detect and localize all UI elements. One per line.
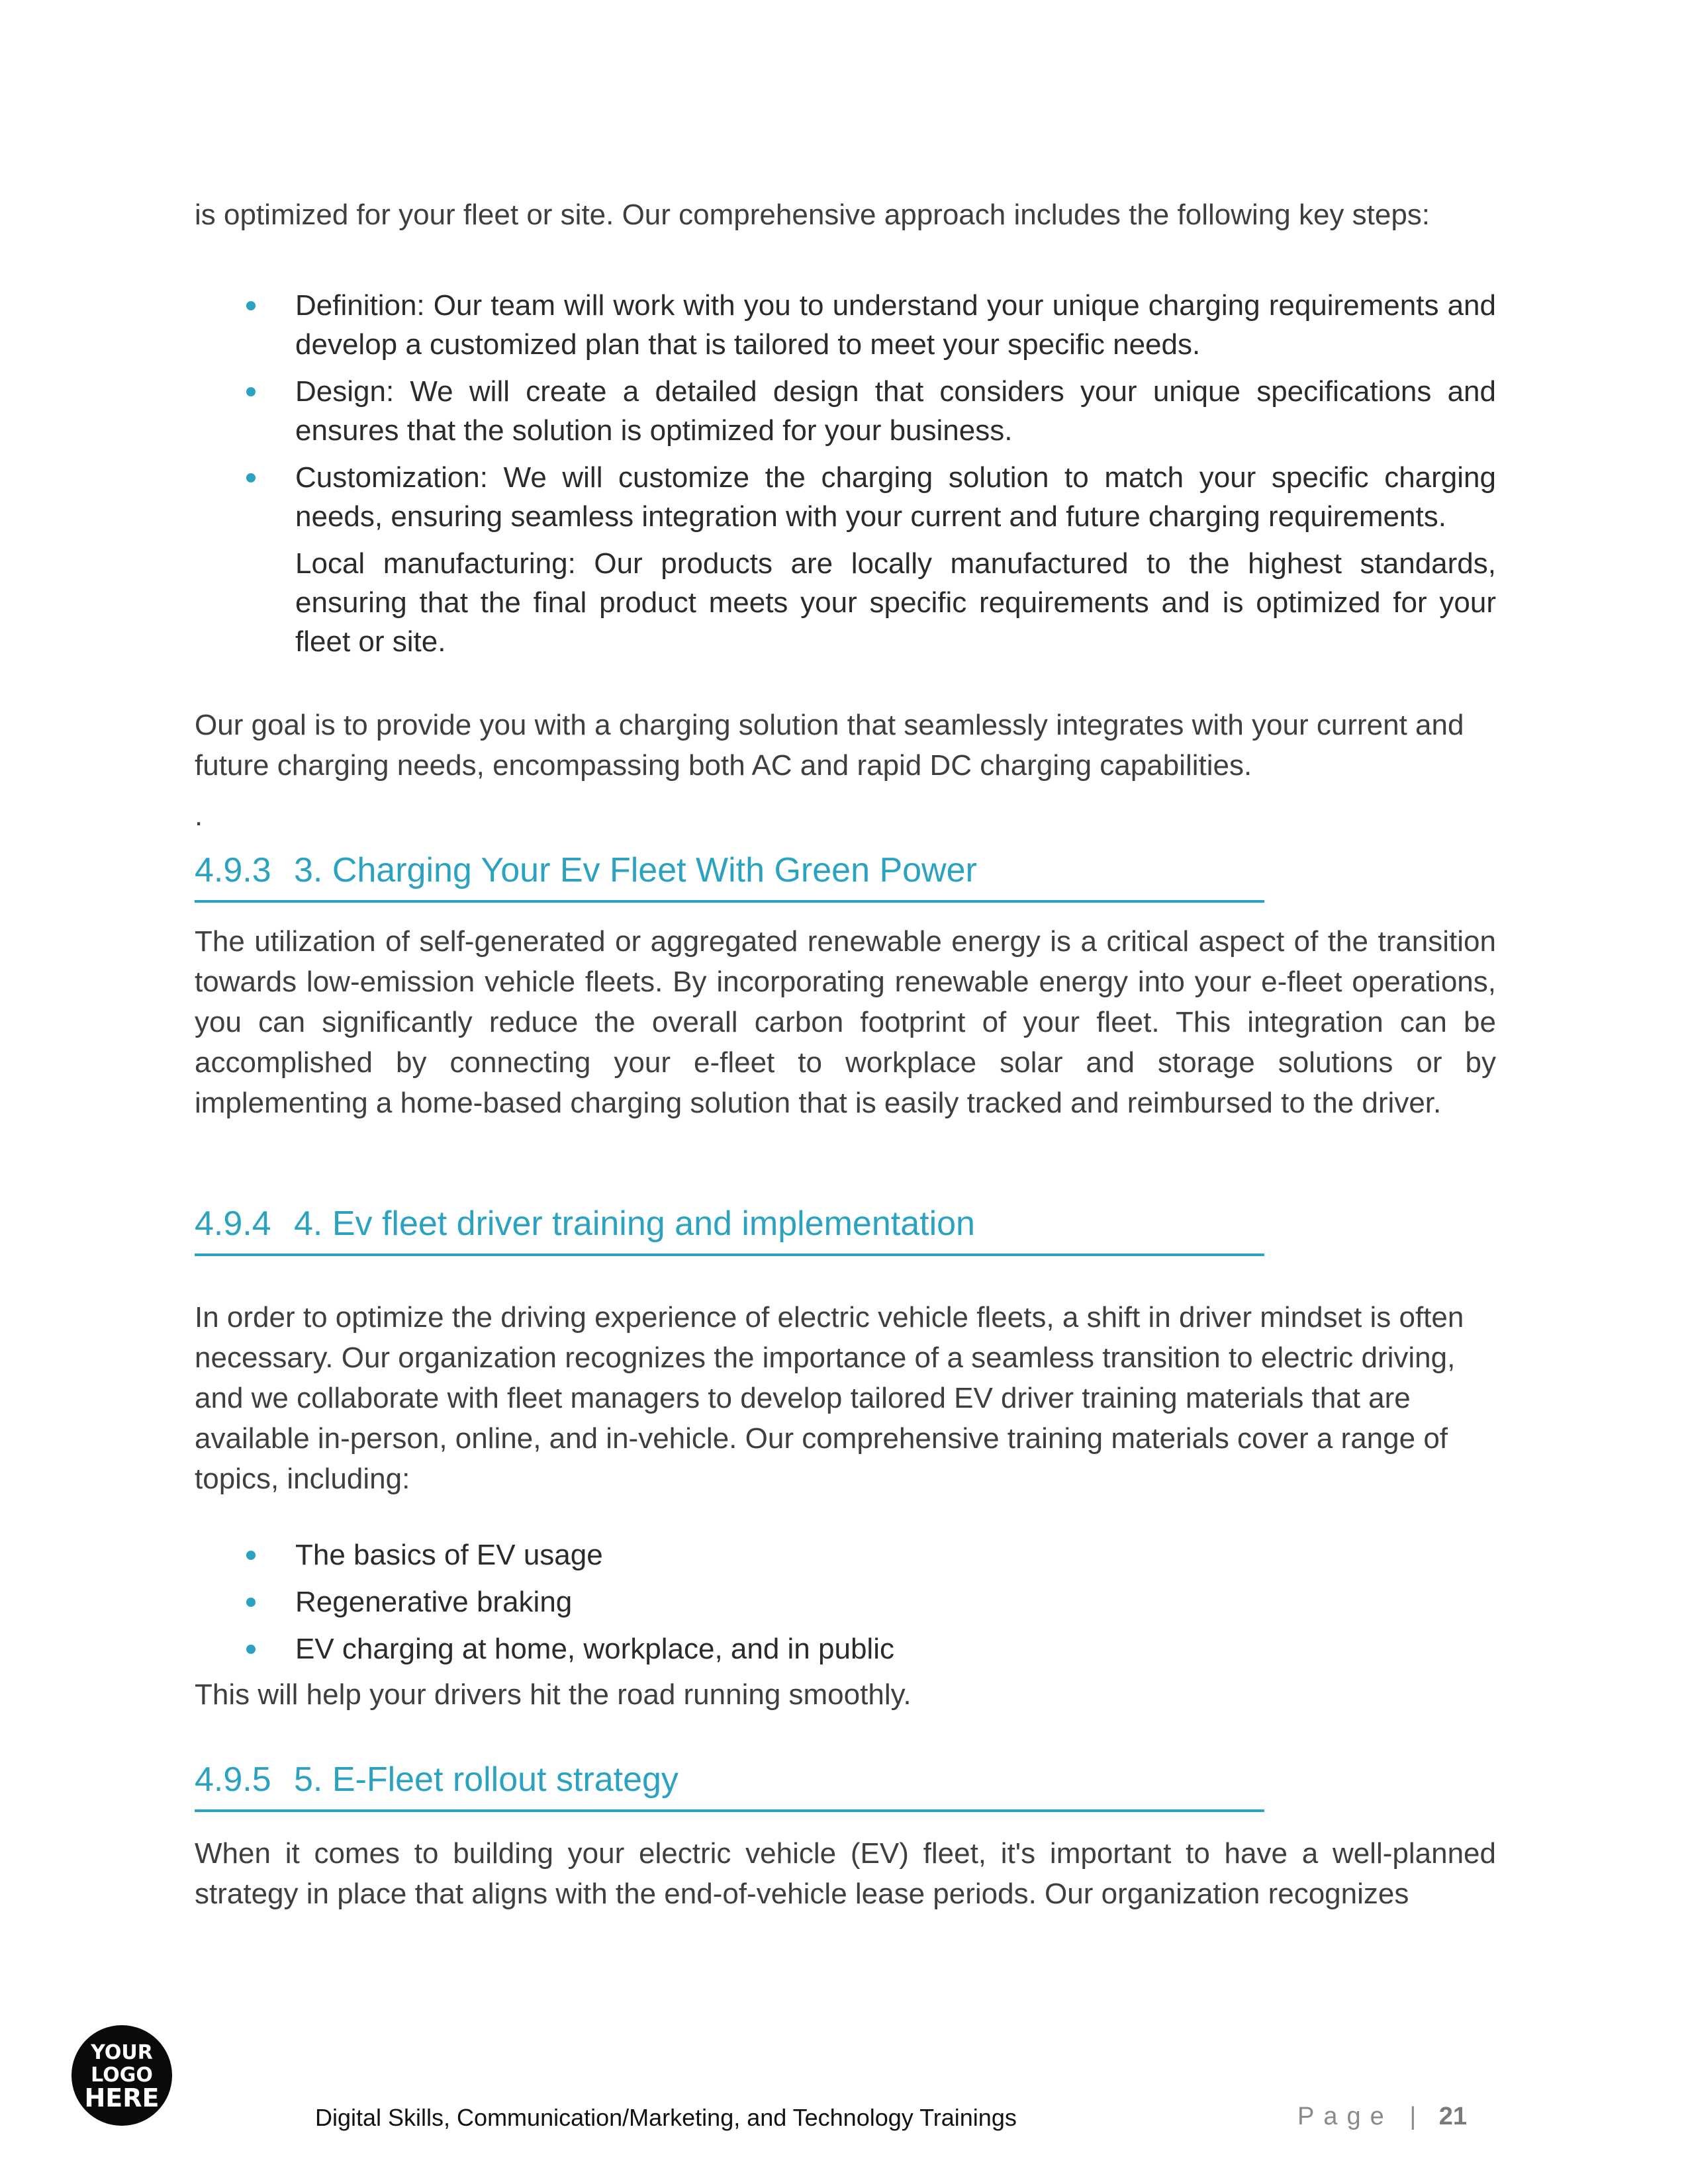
section-title: 3. Charging Your Ev Fleet With Green Power: [294, 851, 977, 889]
bullet-icon: [246, 1551, 256, 1560]
section-heading-4-9-3: [195, 850, 1264, 903]
bullet-icon: [246, 1645, 256, 1654]
list-item: Regenerative braking: [195, 1582, 1496, 1621]
intro-paragraph: is optimized for your fleet or site. Our comprehensive approach includes the following key steps:: [195, 199, 1430, 231]
page-separator: |: [1409, 2103, 1417, 2130]
section-heading-4-9-4: [195, 1203, 1264, 1256]
bullet-icon: [246, 387, 256, 396]
bullet-icon: [246, 301, 256, 310]
page-label: Page: [1297, 2103, 1393, 2130]
section-4-9-5-body: When it comes to building your electric vehicle (EV) fleet, it's important to have a well-planned strategy in place that aligns with the end-of-vehicle lease periods. Our organization recognizes: [195, 1837, 1496, 1910]
section-title: 5. E-Fleet rollout strategy: [294, 1760, 679, 1799]
section-title: 4. Ev fleet driver training and implementation: [294, 1205, 975, 1243]
section-number: 4.9.3: [195, 851, 271, 889]
logo-line: HERE: [84, 2083, 160, 2113]
stray-period: .: [195, 799, 203, 832]
section-4-9-4-body: In order to optimize the driving experience of electric vehicle fleets, a shift in driver mindset is often necessary. Our organization recognizes the importance of a seamless transition to electric driving, and we collaborate with fleet managers to develop tailored EV driver training materials that are available in-person, online, and in-vehicle. Our comprehensive training materials cover a range of topics, including:: [195, 1301, 1464, 1495]
list-item: Definition: Our team will work with you to understand your unique charging requirements and develop a customized plan that is tailored to meet your specific needs.: [195, 286, 1496, 364]
goal-paragraph: Our goal is to provide you with a charging solution that seamlessly integrates with your current and future charging needs, encompassing both AC and rapid DC charging capabilities.: [195, 709, 1464, 782]
bullet-icon: [246, 1598, 256, 1607]
bullet-icon: [246, 473, 256, 482]
page-indicator: [1297, 2101, 1467, 2132]
logo-placeholder: [71, 2025, 172, 2126]
training-topics-list: [195, 1535, 1496, 1668]
section-heading-4-9-5: [195, 1759, 1264, 1812]
list-item: Design: We will create a detailed design that considers your unique specifications and ensures that the solution is optimized for your business.: [195, 372, 1496, 450]
list-item: The basics of EV usage: [195, 1535, 1496, 1574]
list-item: Local manufacturing: Our products are locally manufactured to the highest standards, ensuring that the final product meets your specific requirements and is optimized for your fleet or site.: [295, 547, 1496, 658]
footer-title: Digital Skills, Communication/Marketing, and Technology Trainings: [315, 2104, 1017, 2131]
section-4-9-4-closing: This will help your drivers hit the road running smoothly.: [195, 1678, 912, 1711]
section-number: 4.9.5: [195, 1760, 271, 1799]
list-item: EV charging at home, workplace, and in public: [195, 1629, 1496, 1668]
logo-line: YOUR: [91, 2041, 153, 2064]
page-number: 21: [1438, 2103, 1468, 2130]
section-4-9-3-body: The utilization of self-generated or aggregated renewable energy is a critical aspect of the transition towards low-emission vehicle fleets. By incorporating renewable energy into your e-fleet operations, you can significantly reduce the overall carbon footprint of your fleet. This integration can be accomplished by connecting your e-fleet to workplace solar and storage solutions or by implementing a home-based charging solution that is easily tracked and reimbursed to the driver.: [195, 925, 1496, 1119]
section-number: 4.9.4: [195, 1205, 271, 1243]
logo-line: LOGO: [91, 2064, 153, 2087]
steps-list: [195, 286, 1496, 661]
list-item: Customization: We will customize the charging solution to match your specific charging needs, ensuring seamless integration with your current and future charging requirements.: [195, 458, 1496, 536]
